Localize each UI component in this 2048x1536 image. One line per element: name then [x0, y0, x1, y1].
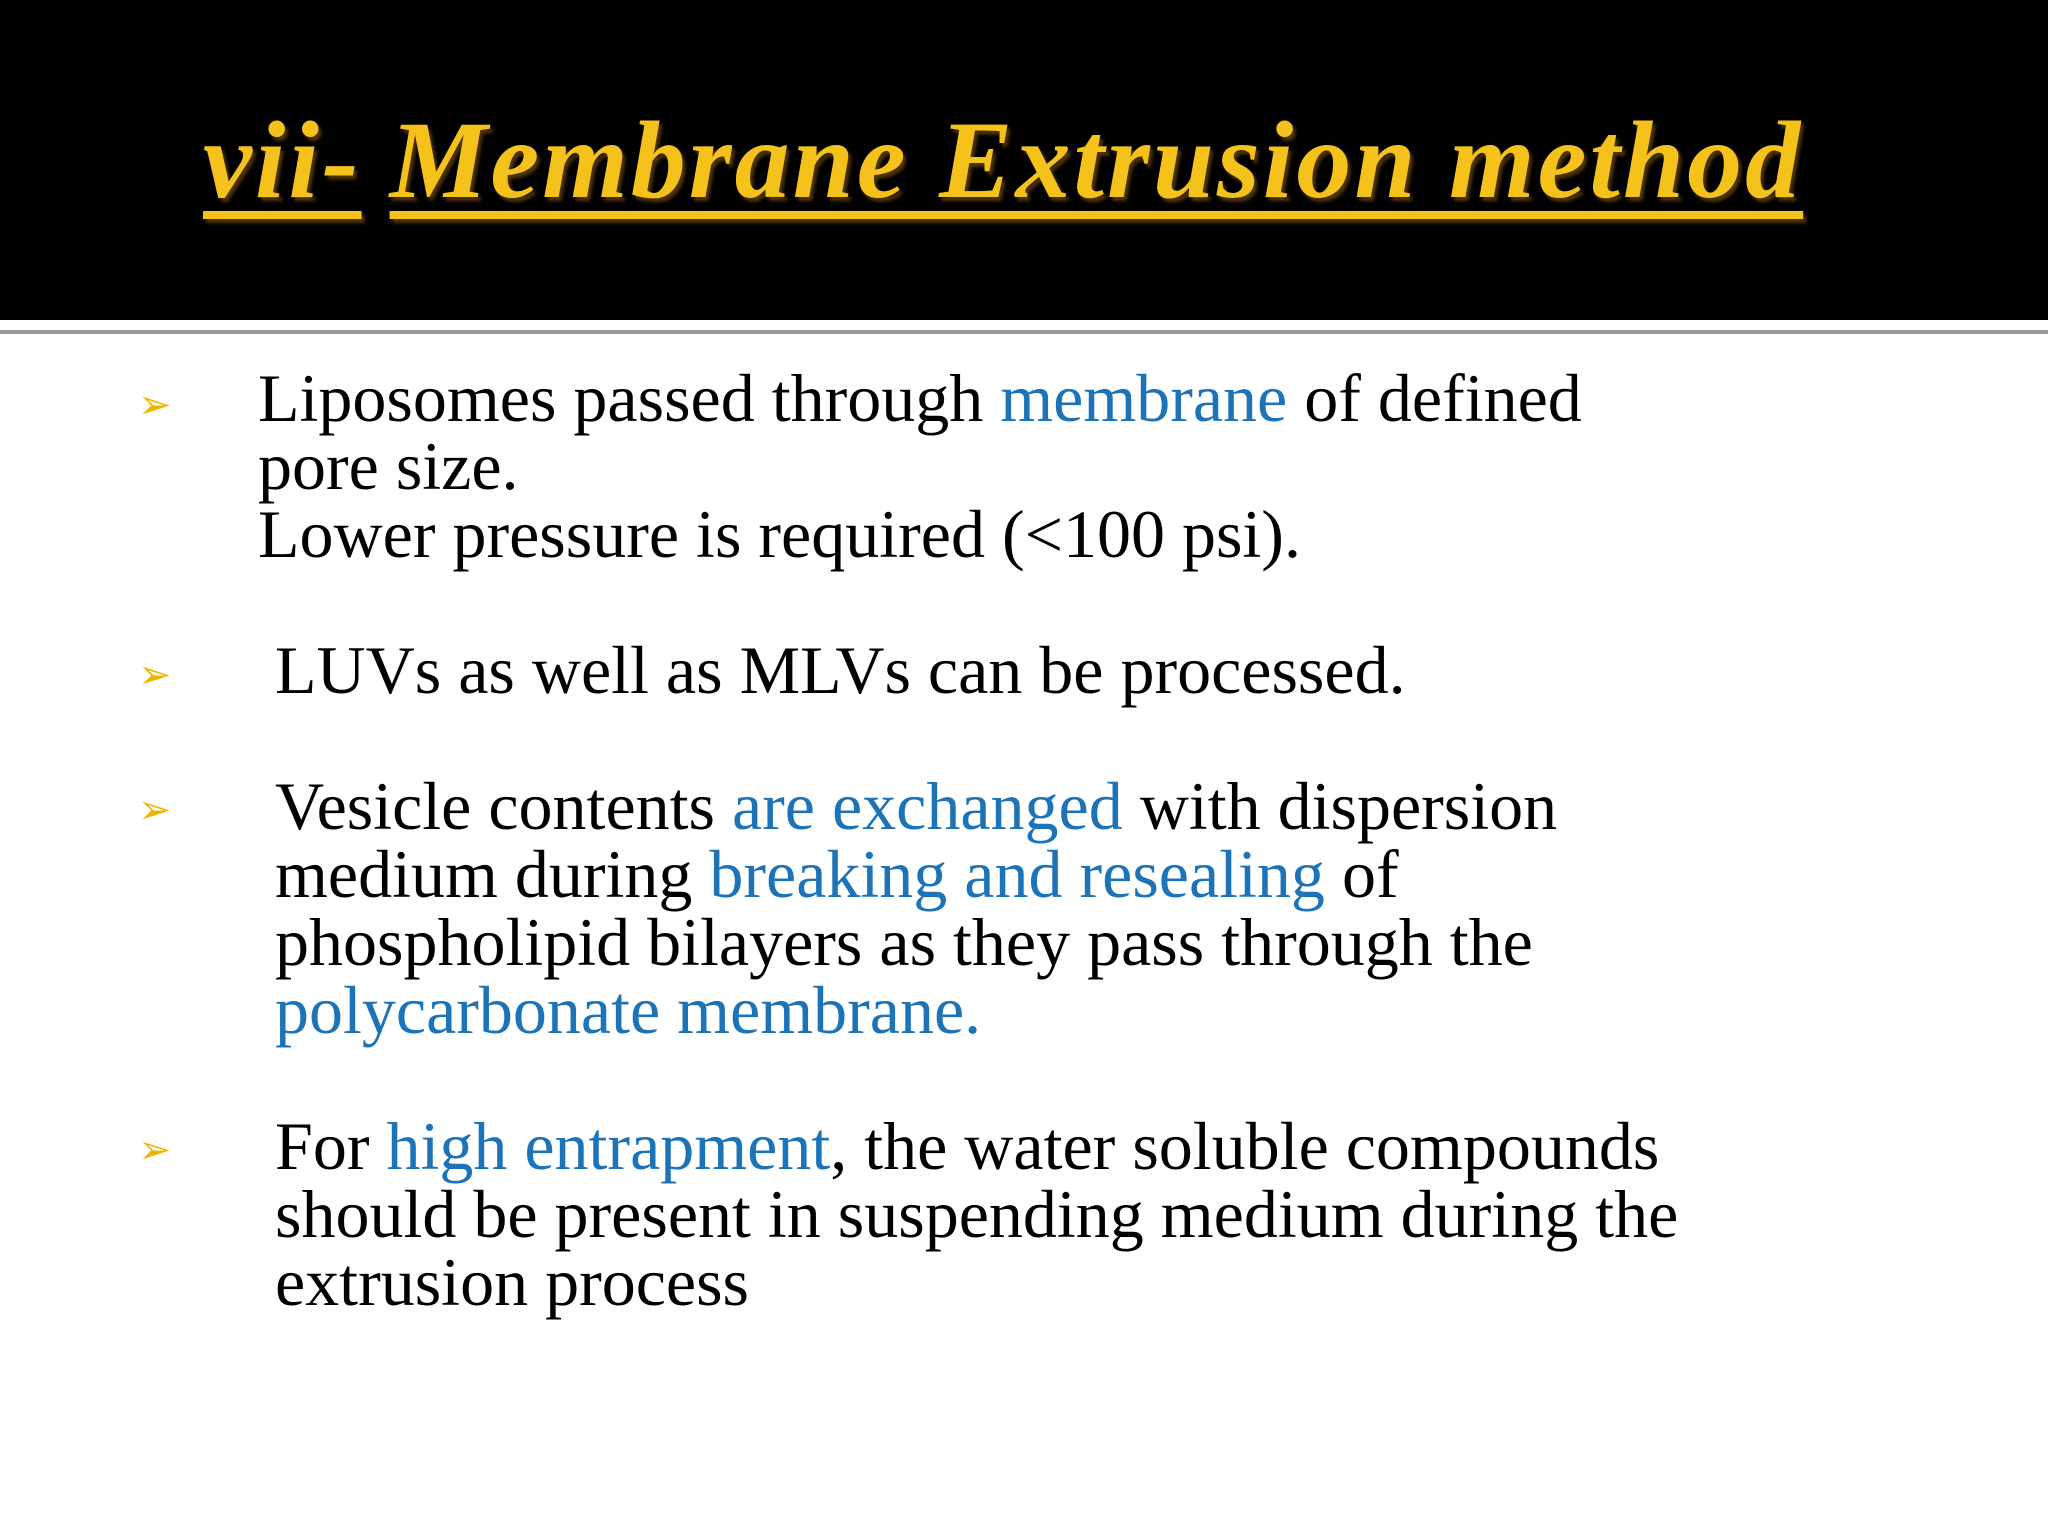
bullet-item-4-line-3: extrusion process	[275, 1244, 750, 1320]
bullet-item-3	[275, 768, 1558, 1048]
bullet-item-1-line-3: Lower pressure is required (<100 psi).	[258, 496, 1301, 572]
bullet-arrow-icon: ➢	[138, 787, 172, 833]
bullet-item-4	[275, 1108, 1679, 1320]
bullet-item-4-line-1: For high entrapment, the water soluble compounds	[275, 1108, 1660, 1184]
bullet-item-3-line-2: medium during breaking and resealing of	[275, 836, 1399, 912]
slide-title	[203, 95, 1803, 225]
bullet-item-2-line-1: LUVs as well as MLVs can be processed.	[275, 632, 1406, 708]
bullet-arrow-icon: ➢	[138, 652, 172, 698]
bullet-item-3-line-1: Vesicle contents are exchanged with dispersion	[275, 768, 1558, 844]
bullet-arrow-icon: ➢	[138, 1127, 172, 1173]
bullet-item-1-line-1: Liposomes passed through membrane of defined	[258, 360, 1582, 436]
title-divider	[0, 330, 2048, 334]
title-bar	[0, 0, 2048, 320]
bullet-item-1-line-2: pore size.	[258, 428, 519, 504]
bullet-item-1	[258, 360, 1582, 572]
title-main: Membrane Extrusion method	[389, 99, 1804, 221]
bullet-item-3-line-3: phospholipid bilayers as they pass through the	[275, 904, 1533, 980]
bullet-item-4-line-2: should be present in suspending medium during the	[275, 1176, 1679, 1252]
bullet-item-3-line-4: polycarbonate membrane.	[275, 972, 982, 1048]
bullet-arrow-icon: ➢	[138, 382, 172, 428]
bullet-item-2	[275, 632, 1406, 708]
title-prefix: vii-	[203, 99, 362, 221]
